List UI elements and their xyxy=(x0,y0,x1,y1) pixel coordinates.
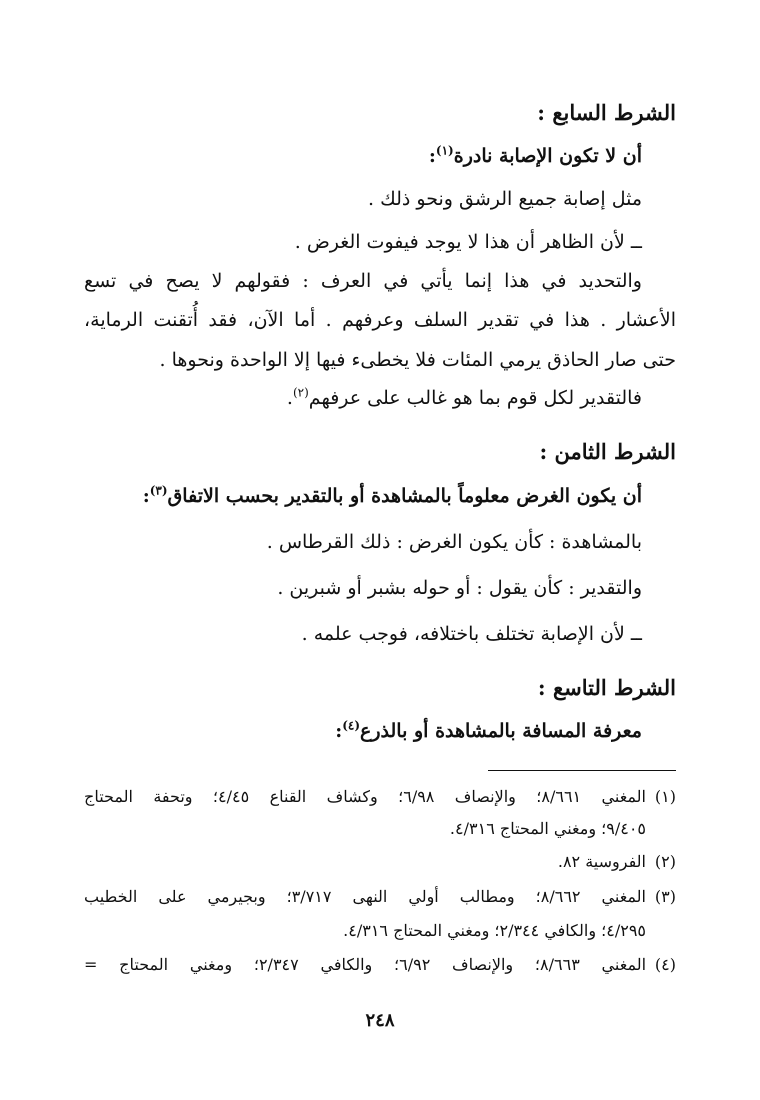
heading-text: الشرط السابع : xyxy=(537,100,676,125)
footnote-ref-3[interactable]: (٣) xyxy=(149,483,168,498)
condition-text: أن يكون الغرض معلوماً بالمشاهدة أو بالتقدير بحسب الاتفاق xyxy=(167,485,642,507)
reason-8: ــ لأن الإصابة تختلف باختلافه، فوجب علمه . xyxy=(301,623,642,645)
paragraph-line: حتى صار الحاذق يرمي المئات فلا يخطىء فيها إلا الواحدة ونحوها . xyxy=(159,349,676,371)
footnote-text: المغني ٨/٦٦١؛ والإنصاف ٦/٩٨؛ وكشاف القناع ٤/٤٥؛ وتحفة المحتاج xyxy=(84,787,646,806)
footnote-ref-1[interactable]: (١) xyxy=(435,143,454,158)
reason-7: ــ لأن الظاهر أن هذا لا يوجد فيفوت الغرض . xyxy=(294,231,642,253)
footnote-text: المغني ٨/٦٦٣؛ والإنصاف ٦/٩٢؛ والكافي ٢/٣٤٧؛ ومغني المحتاج = xyxy=(84,955,647,974)
conclusion-text: فالتقدير لكل قوم بما هو غالب على عرفهم xyxy=(308,387,642,409)
by-sight-8: بالمشاهدة : كأن يكون الغرض : ذلك القرطاس . xyxy=(266,531,642,553)
example-7: مثل إصابة جميع الرشق ونحو ذلك . xyxy=(368,188,642,210)
condition-text: أن لا تكون الإصابة نادرة xyxy=(453,145,642,167)
paragraph-line: والتحديد في هذا إنما يأتي في العرف : فقولهم لا يصح في تسع xyxy=(84,270,642,292)
footnote-2 xyxy=(84,849,676,875)
condition-8 xyxy=(84,481,642,511)
section-heading-9 xyxy=(84,673,676,703)
footnote-text: المغني ٨/٦٦٢؛ ومطالب أولي النهى ٣/٧١٧؛ وبجيرمي على الخطيب xyxy=(84,887,646,906)
footnote-number: (٤) xyxy=(654,955,677,974)
conclusion-7 xyxy=(84,383,642,413)
footnote-3-cont: ٤/٢٩٥؛ والكافي ٢/٣٤٤؛ ومغني المحتاج ٤/٣١٦. xyxy=(343,921,646,940)
footnote-text: الفروسية ٨٢. xyxy=(557,852,646,871)
footnote-1-cont: ٩/٤٠٥؛ ومغني المحتاج ٤/٣١٦. xyxy=(449,819,646,838)
condition-end: : xyxy=(428,145,436,167)
by-estimate-8: والتقدير : كأن يقول : أو حوله بشبر أو شبرين . xyxy=(277,577,642,599)
condition-end: : xyxy=(335,720,343,742)
footnote-number: (١) xyxy=(654,787,676,806)
condition-text: معرفة المسافة بالمشاهدة أو بالذرع xyxy=(360,720,642,742)
footnote-1 xyxy=(84,784,676,810)
footnote-divider xyxy=(488,770,676,771)
section-heading-8 xyxy=(84,437,676,467)
page-number: ٢٤٨ xyxy=(365,1010,395,1031)
footnote-number: (٢) xyxy=(654,852,676,871)
conclusion-end: . xyxy=(286,387,293,409)
condition-9 xyxy=(84,716,642,746)
footnote-4 xyxy=(84,952,676,978)
section-heading-7 xyxy=(84,98,676,128)
heading-text: الشرط التاسع : xyxy=(537,675,676,700)
footnote-ref-4[interactable]: (٤) xyxy=(342,718,361,733)
paragraph-line: الأعشار . هذا في تقدير السلف وعرفهم . أما الآن، فقد أُتقنت الرماية، xyxy=(84,309,676,331)
footnote-number: (٣) xyxy=(654,887,676,906)
heading-text: الشرط الثامن : xyxy=(539,439,676,464)
condition-7 xyxy=(84,141,642,171)
footnote-ref-2[interactable]: (٢) xyxy=(292,385,309,400)
condition-end: : xyxy=(142,485,150,507)
footnote-3 xyxy=(84,884,676,910)
